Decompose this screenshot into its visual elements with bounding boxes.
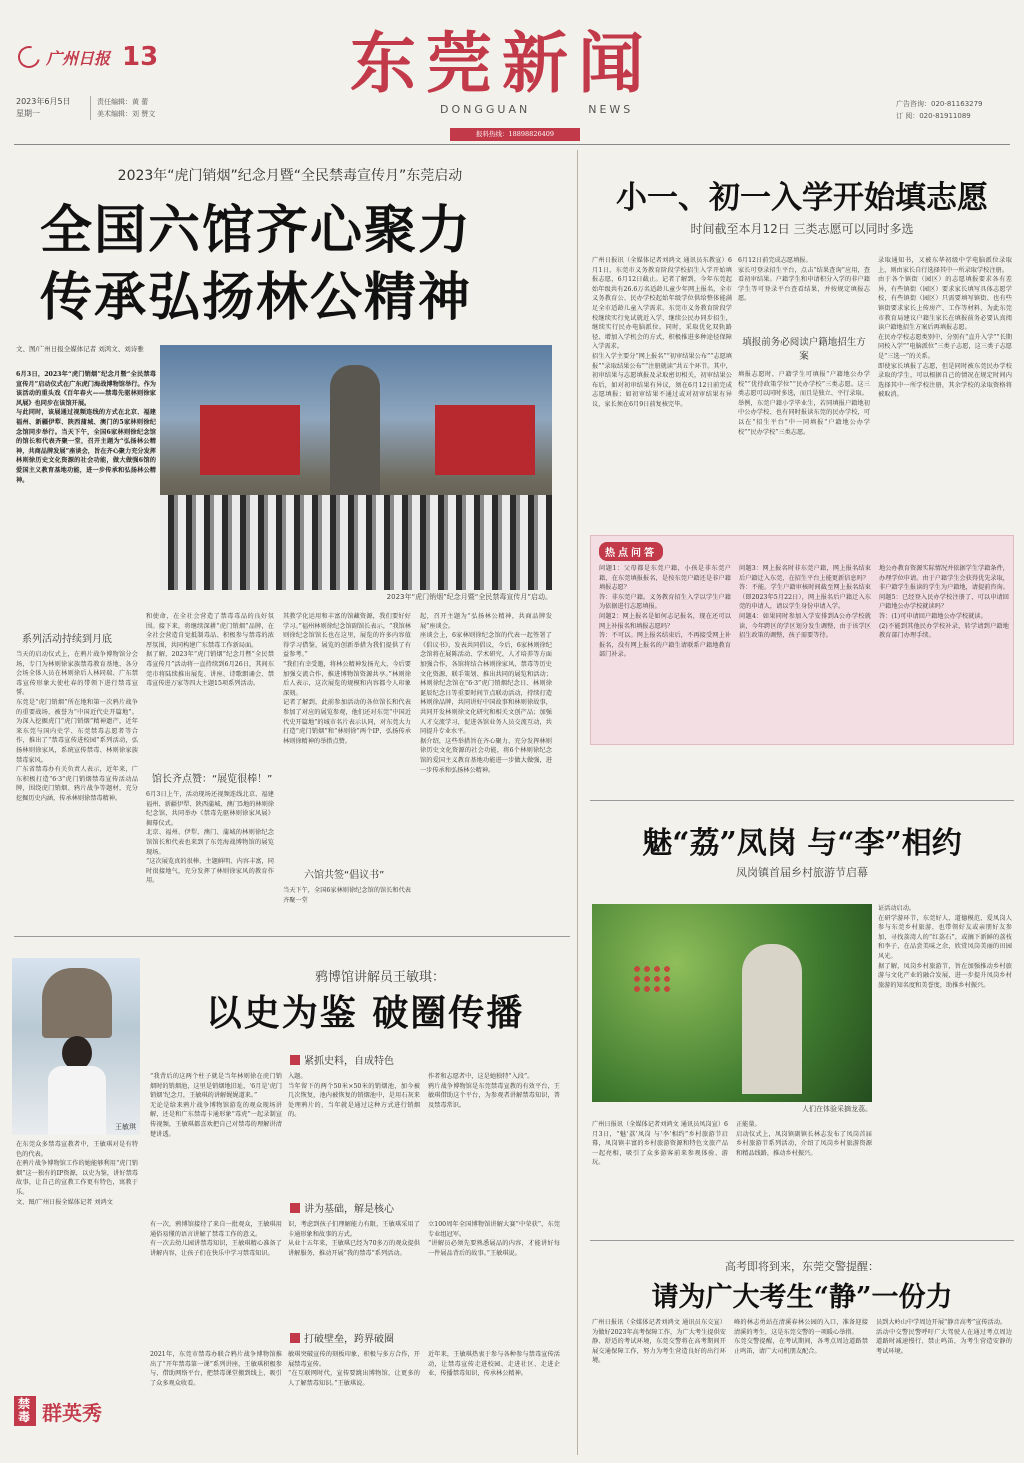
feature-col-7: 2021年，东莞市禁毒办联合鸦片战争博物馆推出了“开年禁毒第一课”系列讲座，王敏琪积极参与，借助网络平台，把禁毒课堂搬到线上，吸引了众多观众收看。	[150, 1351, 282, 1387]
lead-headline-2: 传承弘扬林公精神	[40, 267, 473, 328]
lead-col-4: 起，召开主题为“弘扬林公精神，共商品牌发展”座谈会。 座谈会上，6家林则徐纪念馆的代表一起签署了《倡议书》，发表共同倡议，今后，6家林则徐纪念馆将在展陈活动、学术研究、人才培养等方面加强合作，各馆将结合林则徐家风、禁毒等历史文化资源，联手策划、推出共同的展览和活动；林则徐纪念馆在“6·3”虎门销烟纪念日、林则徐诞辰纪念日等重要时间节点联动活动，持续打造林则徐品牌，共同讲好中国故事和林则徐故事，共同开发林则徐文化研究和相关文创产品；加强人才交流学习，促进各馆业务人员交流互动，共同提升专业水平。 据介绍，这些举措旨在齐心聚力，充分发挥林则徐历史文化资源的社会功能，将6个林则徐纪念馆的爱国主义教育基地功能进一步做大做强，进一步传承和弘扬林公精神。	[420, 613, 552, 774]
lead-photo-caption: 2023年“虎门销烟”纪念月暨“全民禁毒宣传月”启动。	[386, 593, 552, 601]
right-mid-subhead: 凤岗镇首届乡村旅游节启幕	[736, 866, 868, 879]
square-bullet-icon	[290, 1203, 300, 1213]
lead-photo	[160, 345, 552, 590]
lead-subhead-1-text: 系列活动持续到月底	[22, 634, 112, 645]
feature-col-4: 有一次，鸦博馆接待了来自一批观众，王敏琪用通俗易懂的语言讲解了禁毒工作的意义。 有一次去幼儿园讲禁毒知识，王敏琪精心准备了讲解内容，让孩子们在快乐中学习禁毒知识。	[150, 1221, 282, 1257]
person-figure	[742, 944, 802, 1094]
editor: 责任编辑：黄 蕾	[97, 98, 149, 106]
right-bottom-col-1: 广州日报讯（全媒体记者刘鸿文 通讯员东交宣）为做好2023年高考保障工作，为广大考生提供安静、舒适的考试环境，东莞交警将在高考期间开展交通保障工作，努力为考生营造良好的出行环境。	[592, 1319, 726, 1365]
right-bottom-col-2: 峰的林志勇站在清溪春林公园的入口，准备迎接清溪的考生，这是东莞交警的一项暖心举措。 东莞交警提醒，在考试期间，各考点周边道路禁止鸣笛，请广大司机朋友配合。	[734, 1319, 868, 1355]
lychee-photo	[592, 904, 872, 1102]
lead-subhead-2	[152, 770, 272, 785]
logo-icon	[14, 42, 44, 72]
faq-col-3: 地公办教育资源实际情况并依据学生学籍条件，办理学位申请。由于户籍学生会获得优先录取，非户籍学生报读的学生为户籍地，请提前咨询。 问题5：已经登入民办学校注册了，可以申请回户籍地公办学校就读吗？ 答：(1)可申请回户籍地公办学校就读。 (2)不能到其他民办学校补录，转学请到户籍地教育部门办理手续。	[879, 565, 1009, 640]
portrait-name: 王敏琪	[115, 1123, 136, 1131]
right-bottom-col-3: 员到大岭山中学周边开展“静音高考”宣传活动。 活动中交警民警呼吁广大驾驶人在通过考点周边道路时减速慢行、禁止鸣笛，为考生营造安静的考试环境。	[876, 1319, 1012, 1355]
feature-subhead-1	[290, 1052, 394, 1067]
ads-phone: 广告咨询：020-81163279	[896, 100, 983, 108]
feature-col-6: 立100周年全国博物馆讲解大赛“中荣获”，东莞专业组冠军。 “讲解员必须先要熟悉展品的内容，才能讲好每一件展品背后的故事。”王敏琪说。	[428, 1221, 560, 1257]
feature-subhead-1-text: 紧抓史料，自成特色	[304, 1056, 394, 1067]
feature-subhead-3-text: 打破壁垒，跨界破圈	[304, 1334, 394, 1345]
square-bullet-icon	[290, 1055, 300, 1065]
masthead-rule	[14, 144, 1010, 145]
right-top-col-3: 录取通知书，又被东华初级中学电脑派位录取上，则由家长自行选择其中一所录取学校注册。 由于各个镇街（园区）的志愿填报要求各有差异，有些镇街（园区）要求家长填写具体志愿学校，有些镇街（园区）只需要填写镇街、也有些镇街要求家长上传房产、工作等材料，为此东莞市教育局建议户籍生家长在填报前务必要认真阅读户籍地招生方案后再填报志愿。 在民办学校志愿类别中，分别有“直升入学”“长期同校入学”“电脑派位”三类子志愿，这三类子志愿是“三选一”的关系。 即使家长填报了志愿，但是同时被东莞民办学校录取的学生，可以根据自己的情况在规定时间内选择其中一所学校注册，其余学校的录取资格将被取消。	[878, 257, 1012, 399]
lead-col-1: 当天的启动仪式上，在鸦片战争博物馆分会场，专门为林则徐家族禁毒教育基地、各分会场全体人员在林则徐后人林同瑞、广东禁毒宣传形象大使杜春的带领下进行禁毒宣誓。 东莞是“虎门销烟”所在地和第一次鸦片战争的重要战场，被誉为“中国近代史开篇地”。为深入挖掘虎门“虎门销烟”精神遗产，近年来东莞与国内史学、东莞禁毒志愿者等合作，推出了“禁毒宣传进校园”系列活动，弘扬林则徐家风，系统宣传禁毒、林则徐家族禁毒家风。 广东省禁毒办有关负责人表示，近年来，广东积极打造“6·3”虎门销烟禁毒宣传活动品牌，围绕虎门销烟、鸦片战争等题材，充分挖掘历史内涵，传承林则徐禁毒精神。	[16, 651, 138, 802]
lead-col-3: 其教学化运用和丰富的馆藏资源，我们要好好学习。”福州林则徐纪念馆副馆长表示，“我馆林则徐纪念馆馆长也在这里，展览的许多内容值得学习借鉴，展览的创新举措为我们提供了有益参考。” “我们有幸受邀，将林公精神发扬光大，今后要加强交流合作，推进博物馆资源共享。”林则徐后人表示，这次展览的规模和内容都令人印象深刻。 记者了解到，此前参加活动的各位馆长和代表参加了对应的展览参观，他们还对东莞“中国近代史开篇地”的城市名片表示认同，对东莞大力打造“虎门销烟”和“林则徐”两个IP，弘扬传承林则徐精神的举措点赞。	[283, 613, 411, 745]
lead-subhead-1	[22, 630, 112, 645]
right-top-col-2b: 填报志愿时，户籍学生可填报“户籍地公办学校”“优待政策学位”“民办学校”三类志愿。这三类志愿可以同时多选，而且是独立、平行录取。 举例，东莞户籍小学毕业生，若同填报户籍地初中公办学校、也有同时报读东莞的民办学校，可以在“招生平台”中一同填报“户籍地公办学校”“民办学校”三类志愿。	[738, 371, 870, 436]
right-mid-col-1: 广州日报讯（全媒体记者刘鸿文 通讯员凤岗宣）6月3日，“魅‘荔’凤岗 与‘李’相约”乡村旅游节启幕，凤岗镇丰富的乡村旅游资源和特色文旅产品一起亮相，吸引了众多游客前来参观体验、游玩。	[592, 1121, 728, 1167]
pinyin-left: DONGGUAN	[440, 103, 531, 116]
fruit-cluster	[632, 964, 672, 994]
portrait-photo	[12, 958, 140, 1135]
right-mid-rule	[590, 1240, 1014, 1241]
monument	[42, 968, 112, 1038]
feature-col-8: 敏琪突破宣传的刻板印象，积极与多方合作，开展禁毒宣传。 “在互联网时代，宣传要跳出博物馆，让更多的人了解禁毒知识。”王敏琪说。	[288, 1351, 420, 1387]
faq-box	[590, 535, 1014, 745]
lead-col-2: 和使命，在全社会营造了禁毒毒品的良好氛围。接下来，将继续深耕“虎门销烟”品牌，在全社会营造自觉抵制毒品、积极参与禁毒的浓厚氛围，共同构建广东禁毒工作新局面。 据了解，2023年“虎门销烟”纪念月暨“全民禁毒宣传月”活动将一直持续到6月26日，其间东莞市将陆续推出展览、讲座、诗歌朗诵会、禁毒宣传进万家等四大主题15项系列活动。	[146, 613, 274, 688]
issue-date: 2023年6月5日	[16, 97, 71, 106]
hotline-bar	[450, 128, 580, 141]
person-head	[62, 1036, 92, 1070]
statue	[330, 365, 380, 505]
main-vertical-rule	[577, 150, 578, 1455]
lead-col-3b: 当天下午，全国6家林则徐纪念馆的馆长和代表齐聚一堂	[283, 887, 411, 904]
lychee-caption: 人们在体验采摘龙荔。	[802, 1105, 872, 1113]
person-body	[48, 1066, 106, 1135]
feature-subhead-2	[290, 1200, 394, 1215]
lead-col-2b: 6月3日上午，活动现场还视频连线北京、福建福州、新疆伊犁、陕西蒲城、澳门5地的林则徐纪念馆，共同举办《禁毒先驱林则徐家风展》揭幕仪式。 北京、福州、伊犁、澳门、蒲城的林则徐纪念馆馆长和代表也来到了东莞海战博物馆的展览现场。 “这次展览真的很棒，主题鲜明、内容丰富，同时很接地气，充分发挥了林则徐家风的教育作用。	[146, 791, 274, 885]
page-number: 13	[122, 42, 159, 72]
designer: 美术编辑：刘 赞文	[97, 110, 156, 118]
right-top-headline: 小一、初一入学开始填志愿	[616, 180, 988, 216]
column-name: 群英秀	[42, 1400, 102, 1425]
right-mid-headline: 魅“荔”凤岗 与“李”相约	[642, 826, 962, 861]
feature-tag: 鸦博馆讲解员王敏琪：	[314, 970, 445, 985]
paper-logo	[18, 42, 158, 72]
lead-byline: 文、图/广州日报全媒体记者 刘鸿文、刘诗雅	[16, 345, 144, 353]
right-mid-col-2: 正能量。 启动仪式上，凤岗镇副镇长林志发布了凤岗首届乡村旅游节系列活动，介绍了凤岗乡村旅游资源和精品线路，推动乡村振兴。	[736, 1121, 872, 1157]
right-bottom-kicker: 高考即将到来，东莞交警提醒：	[725, 1260, 879, 1273]
faq-col-2: 问题3：网上报名时非东莞户籍，网上报名结束后户籍迁入东莞，在招生平台上能更新信息吗？ 答：不能。学生户籍审核时间截至网上报名结束（即2023年5月22日），网上报名后户籍迁入东莞的申请人，请以学生身份申请入学。 问题4：如果同时参加入学安排到A公办学校就读，今年跨区的学区划分发生调整，由于该学区招生政策的调整，孩子需要等待。	[739, 565, 871, 640]
faq-title-text: 热点问答	[599, 542, 663, 561]
lead-subhead-3-text: 六馆共签“倡议书”	[304, 870, 385, 881]
column-side-tag: 禁毒	[14, 1396, 36, 1426]
feature-col-2: 入题。 当年留下的两个50米×50米的销烟池，加今被几次恢复，池内被恢复的销烟池中，是用石灰来处理鸦片的，当年就是通过这种方式进行销烟的。	[288, 1073, 420, 1119]
right-bottom-headline: 请为广大考生“静”一份力	[651, 1282, 953, 1313]
feature-col-9: 近年来，王敏琪热衷于参与各种参与禁毒宣传活动，让禁毒宣传走进校园、走进社区、走进企业，传播禁毒知识，传承林公精神。	[428, 1351, 560, 1378]
lead-bottom-rule	[14, 936, 570, 937]
hotline-text: 报料热线：18898826409	[476, 130, 554, 138]
column-label-box	[14, 1395, 138, 1427]
feature-col-1: “我背后的这两个柱子就是当年林则徐在虎门销烟时的销烟池，这里是销烟地旧址，‘6月是’虎门销烟’纪念月，王敏琪的讲解娓娓道来。” 无论是给来鸦片战争博物馆游览的观众现场讲解，还是和广东禁毒卡通形象“毒虎”一起录制宣传视频，王敏琪都喜欢把自己对禁毒的理解讲清楚讲透。	[150, 1073, 282, 1138]
lead-subhead-3	[304, 866, 384, 881]
crowd	[160, 495, 552, 590]
right-top-subhead-2: 填报前务必阅读户籍地招生方案	[742, 337, 866, 362]
faq-title	[599, 542, 663, 561]
right-top-col-1: 广州日报讯（全媒体记者刘鸿文 通讯员东教宣）6月1日，东莞市义务教育阶段学校招生入学开始填报志愿，6月12日截止。记者了解到，今年东莞起始年级共有26.6万名适龄儿童少年网上报名，全市义务教育公、民办学校起始年级学位供给整体能满足全市适龄儿童入学需求。东莞市义务教育阶段学校继续实行免试就近入学，继续公民办同步招生，继续实行民办电脑派位。同时，采取优化双轨路径、增加入学机会的方式，积极推进多种途径保障入学需求。 招生入学主要分“网上报名”“初审结果公布”“志愿填报”“录取结果公布”“注册就读”共五个环节。其中，初审结果与志愿填报及录取密切相关，初审结果公布后，如对初审结果有异议，须在6月12日前完成志愿填报；如初审结果不通过或对初审结果有异议，家长须在6月9日前复核完毕。	[592, 257, 732, 408]
square-bullet-icon	[290, 1333, 300, 1343]
right-top-subhead: 时间截至本月12日 三类志愿可以同时多选	[690, 222, 914, 236]
banner-left	[200, 405, 300, 475]
lead-subhead-2-text: 馆长齐点赞：“展览很棒！”	[152, 774, 273, 785]
lead-intro: 6月3日，2023年“虎门销烟”纪念月暨“全民禁毒宣传月”启动仪式在广东虎门海战博物馆举行。作为该活动的重头戏《百年春火——禁毒先驱林则徐家风展》也同步在该馆开展。 与此同时，该展通过视频连线的方式在北京、福建福州、新疆伊犁、陕西蒲城、澳门的5家林则徐纪念馆同步举行。当天下午，全国6家林则徐纪念馆的馆长和代表齐聚一堂，召开主题为“弘扬林公精神，共商品牌发展”座谈会，旨在齐心聚力充分发挥林则徐历史文化资源的社会功能，做大做强6馆的爱国主义教育基地功能，进一步传承和弘扬林公精神。	[16, 371, 156, 484]
section-title: 东莞新闻	[350, 24, 654, 102]
feature-subhead-3	[290, 1330, 394, 1345]
feature-subhead-2-text: 讲为基础，解是核心	[304, 1204, 394, 1215]
right-mid-col-3: 证活动启动。 在研学游环节，东莞好人、道德模范、爱凤岗人参与东莞乡村旅游，也带领好友或亲朋好友参加，寻找荔湾人的“红荔石”，或摘下新鲜的荔枝和李子，在品尝美味之余，欣赏凤岗美丽的田园风光。 据了解，凤岗乡村旅游节，旨在加强推动乡村旅游与文化产业的融合发展，进一步提升凤岗乡村旅游的知名度和美誉度，助推乡村振兴。	[878, 905, 1012, 989]
lead-headline-1: 全国六馆齐心聚力	[40, 200, 473, 261]
right-top-rule	[590, 800, 1014, 801]
feature-col-3: 作者和志愿者中，这是她独特“入段”。 鸦片战争博物馆是东莞禁毒宣教的有效平台，王敏琪借助这个平台，为参观者讲解禁毒知识，普及禁毒常识。	[428, 1073, 560, 1109]
feature-headline: 以史为鉴 破圈传播	[205, 992, 525, 1034]
feature-side-text: 在东莞众多禁毒宣教者中，王敏琪对是有特色的代表。 在鸦片战争博物馆工作的她能够利用“虎门销烟”这一独有的IP资源，以史为鉴，讲好禁毒故事，让自己的宣教工作更有特色，寓教于乐。 文、图/广州日报全媒体记者 刘鸿文	[16, 1141, 138, 1206]
masthead	[0, 0, 1024, 150]
lead-kicker: 2023年“虎门销烟”纪念月暨“全民禁毒宣传月”东莞启动	[117, 168, 463, 184]
issue-weekday: 星期一	[16, 109, 40, 118]
pinyin-right: NEWS	[588, 103, 634, 116]
feature-col-5: 识，考虑到孩子们理解能力有限，王敏琪采用了卡通形象和故事的方式。 从业十五年来，王敏琪已经为70多万的观众提供讲解服务，推动开展“我的禁毒”系列活动。	[288, 1221, 420, 1257]
faq-col-1: 问题1：父母都是东莞户籍，小孩是非东莞户籍，在东莞填报报名，是按东莞户籍还是非户籍填报志愿？ 答：非东莞户籍。义务教育招生入学以学生户籍为依据进行志愿填报。 问题2：网上报名是如何志记报名，现在还可以网上补报名和填报志愿吗？ 答：不可以。网上报名结束后，不再接受网上补报名，没有网上报名的户籍生请联系户籍地教育部门补录。	[599, 565, 731, 659]
subscribe-phone: 订 阅：020-81911089	[896, 112, 971, 120]
banner-right	[435, 405, 535, 475]
right-top-col-2: 6月12日前完成志愿填报。 家长可登录招生平台，点击“结果查询”应用，查看初审结果。户籍学生和申请积分入学的非户籍学生等可登录平台查看结果，并按规定填报志愿。	[738, 257, 870, 303]
paper-name: 广州日报	[46, 48, 111, 68]
